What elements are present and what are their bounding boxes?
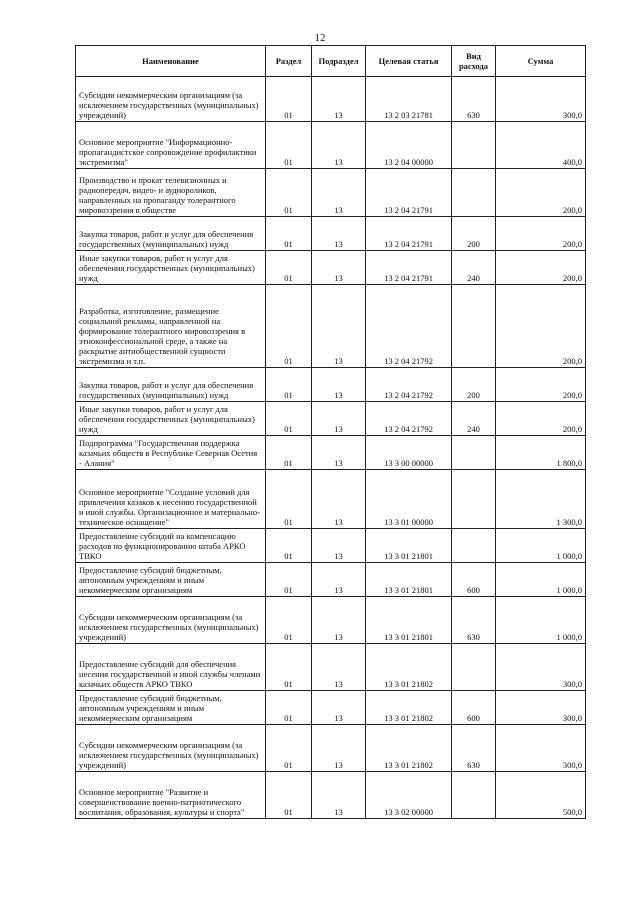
row-expense-type — [452, 470, 496, 529]
row-target: 13 2 03 21781 — [366, 77, 452, 122]
row-subsection: 13 — [312, 529, 366, 563]
row-expense-type — [452, 529, 496, 563]
row-section: 01 — [266, 251, 312, 285]
row-amount: 200,0 — [496, 169, 586, 217]
row-expense-type: 200 — [452, 368, 496, 402]
table-row — [76, 285, 586, 368]
row-expense-type — [452, 772, 496, 819]
row-expense-type: 200 — [452, 217, 496, 251]
row-target: 13 3 01 21801 — [366, 563, 452, 597]
table-row — [76, 251, 586, 285]
row-expense-type: 630 — [452, 597, 496, 644]
row-name: Субсидии некоммерческим организациям (за исключением государственных (муниципальных) учреждений) — [76, 597, 266, 644]
row-target: 13 3 01 21802 — [366, 644, 452, 691]
row-subsection: 13 — [312, 436, 366, 470]
row-section: 01 — [266, 529, 312, 563]
row-section: 01 — [266, 368, 312, 402]
row-section: 01 — [266, 772, 312, 819]
table-row — [76, 77, 586, 122]
table-row — [76, 122, 586, 169]
row-subsection: 13 — [312, 644, 366, 691]
row-subsection: 13 — [312, 77, 366, 122]
row-expense-type — [452, 644, 496, 691]
row-name: Основное мероприятие "Развитие и совершенствование военно-патриотического воспитания, образования, культуры и спорта" — [76, 772, 266, 819]
row-amount: 200,0 — [496, 368, 586, 402]
table-row — [76, 217, 586, 251]
column-header-target: Целевая статья — [366, 46, 452, 77]
row-section: 01 — [266, 563, 312, 597]
row-section: 01 — [266, 77, 312, 122]
row-subsection: 13 — [312, 725, 366, 772]
row-amount: 1 300,0 — [496, 470, 586, 529]
row-name: Иные закупки товаров, работ и услуг для обеспечения государственных (муниципальных) нужд — [76, 402, 266, 436]
row-amount: 500,0 — [496, 772, 586, 819]
row-name: Основное мероприятие "Информационно-пропагандистское сопровождение профилактики экстремизма" — [76, 122, 266, 169]
row-section: 01 — [266, 169, 312, 217]
table-row — [76, 470, 586, 529]
row-subsection: 13 — [312, 597, 366, 644]
row-target: 13 3 01 21801 — [366, 597, 452, 644]
table-row — [76, 772, 586, 819]
row-name: Подпрограмма "Государственная поддержка казачьих обществ в Республике Северная Осетия - Алания" — [76, 436, 266, 470]
row-expense-type: 630 — [452, 77, 496, 122]
row-name: Производство и прокат телевизионных и радиопередач, видео- и аудиороликов, направленных на пропаганду толерантного мировоззрения в обществе — [76, 169, 266, 217]
row-section: 01 — [266, 436, 312, 470]
row-name: Субсидии некоммерческим организациям (за исключением государственных (муниципальных) учреждений) — [76, 77, 266, 122]
row-amount: 1 000,0 — [496, 563, 586, 597]
row-target: 13 3 01 21802 — [366, 725, 452, 772]
row-target: 13 2 04 21792 — [366, 368, 452, 402]
row-name: Основное мероприятие "Создание условий для привлечения казаков к несению государственной и иной службы. Организационное и материально-техническое оснащение" — [76, 470, 266, 529]
row-expense-type: 240 — [452, 402, 496, 436]
row-section: 01 — [266, 597, 312, 644]
row-name: Разработка, изготовление, размещение социальной рекламы, направленной на формирование толерантного мировоззрения в этноконфессиональной среде, а также на раскрытие антиобщественной сущности экстремизма и т.п. — [76, 285, 266, 368]
column-header-section: Раздел — [266, 46, 312, 77]
row-amount: 300,0 — [496, 725, 586, 772]
row-name: Предоставление субсидий бюджетным, автономным учреждениям и иным некоммерческим организациям — [76, 563, 266, 597]
row-subsection: 13 — [312, 691, 366, 725]
row-target: 13 3 01 21801 — [366, 529, 452, 563]
row-expense-type — [452, 285, 496, 368]
column-header-expense-type: Вид расхода — [452, 46, 496, 77]
row-section: 01 — [266, 402, 312, 436]
row-subsection: 13 — [312, 470, 366, 529]
row-target: 13 2 04 00000 — [366, 122, 452, 169]
row-name: Предоставление субсидий для обеспечения несения государственной и иной службы членами казачьих обществ АРКО ТВКО — [76, 644, 266, 691]
row-amount: 200,0 — [496, 217, 586, 251]
row-target: 13 3 00 00000 — [366, 436, 452, 470]
row-expense-type: 600 — [452, 563, 496, 597]
row-expense-type — [452, 169, 496, 217]
row-name: Закупка товаров, работ и услуг для обеспечения государственных (муниципальных) нужд — [76, 368, 266, 402]
row-expense-type: 630 — [452, 725, 496, 772]
row-amount: 300,0 — [496, 77, 586, 122]
row-section: 01 — [266, 470, 312, 529]
table-row — [76, 563, 586, 597]
column-header-amount: Сумма — [496, 46, 586, 77]
row-subsection: 13 — [312, 169, 366, 217]
row-section: 01 — [266, 285, 312, 368]
table-row — [76, 169, 586, 217]
row-amount: 300,0 — [496, 644, 586, 691]
row-expense-type — [452, 122, 496, 169]
row-target: 13 2 04 21792 — [366, 285, 452, 368]
table-row — [76, 436, 586, 470]
row-section: 01 — [266, 691, 312, 725]
table-row — [76, 644, 586, 691]
row-target: 13 2 04 21791 — [366, 217, 452, 251]
row-amount: 200,0 — [496, 402, 586, 436]
row-target: 13 2 04 21791 — [366, 251, 452, 285]
row-target: 13 2 04 21791 — [366, 169, 452, 217]
row-amount: 400,0 — [496, 122, 586, 169]
row-amount: 300,0 — [496, 691, 586, 725]
row-subsection: 13 — [312, 563, 366, 597]
row-name: Закупка товаров, работ и услуг для обеспечения государственных (муниципальных) нужд — [76, 217, 266, 251]
row-subsection: 13 — [312, 402, 366, 436]
table-row — [76, 402, 586, 436]
row-name: Субсидии некоммерческим организациям (за исключением государственных (муниципальных) учреждений) — [76, 725, 266, 772]
row-expense-type: 240 — [452, 251, 496, 285]
table-row — [76, 725, 586, 772]
table-row — [76, 529, 586, 563]
row-expense-type: 600 — [452, 691, 496, 725]
row-subsection: 13 — [312, 122, 366, 169]
table-header-row — [76, 46, 586, 77]
page-number: 12 — [314, 32, 326, 44]
row-amount: 200,0 — [496, 251, 586, 285]
row-expense-type — [452, 436, 496, 470]
row-name: Предоставление субсидий бюджетным, автономным учреждениям и иным некоммерческим организациям — [76, 691, 266, 725]
row-section: 01 — [266, 122, 312, 169]
row-name: Иные закупки товаров, работ и услуг для обеспечения государственных (муниципальных) нужд — [76, 251, 266, 285]
column-header-name: Наименование — [76, 46, 266, 77]
table-row — [76, 691, 586, 725]
row-subsection: 13 — [312, 285, 366, 368]
row-amount: 1 000,0 — [496, 529, 586, 563]
row-subsection: 13 — [312, 772, 366, 819]
row-subsection: 13 — [312, 368, 366, 402]
row-target: 13 3 01 21802 — [366, 691, 452, 725]
row-section: 01 — [266, 725, 312, 772]
row-amount: 200,0 — [496, 285, 586, 368]
row-amount: 1 000,0 — [496, 597, 586, 644]
row-target: 13 3 01 00000 — [366, 470, 452, 529]
row-target: 13 3 02 00000 — [366, 772, 452, 819]
table-row — [76, 368, 586, 402]
budget-table — [75, 45, 586, 819]
row-subsection: 13 — [312, 217, 366, 251]
row-subsection: 13 — [312, 251, 366, 285]
row-section: 01 — [266, 217, 312, 251]
table-row — [76, 597, 586, 644]
row-target: 13 2 04 21792 — [366, 402, 452, 436]
row-amount: 1 800,0 — [496, 436, 586, 470]
row-section: 01 — [266, 644, 312, 691]
column-header-subsection: Подраздел — [312, 46, 366, 77]
row-name: Предоставление субсидий на компенсацию расходов по функционированию штаба АРКО ТВКО — [76, 529, 266, 563]
